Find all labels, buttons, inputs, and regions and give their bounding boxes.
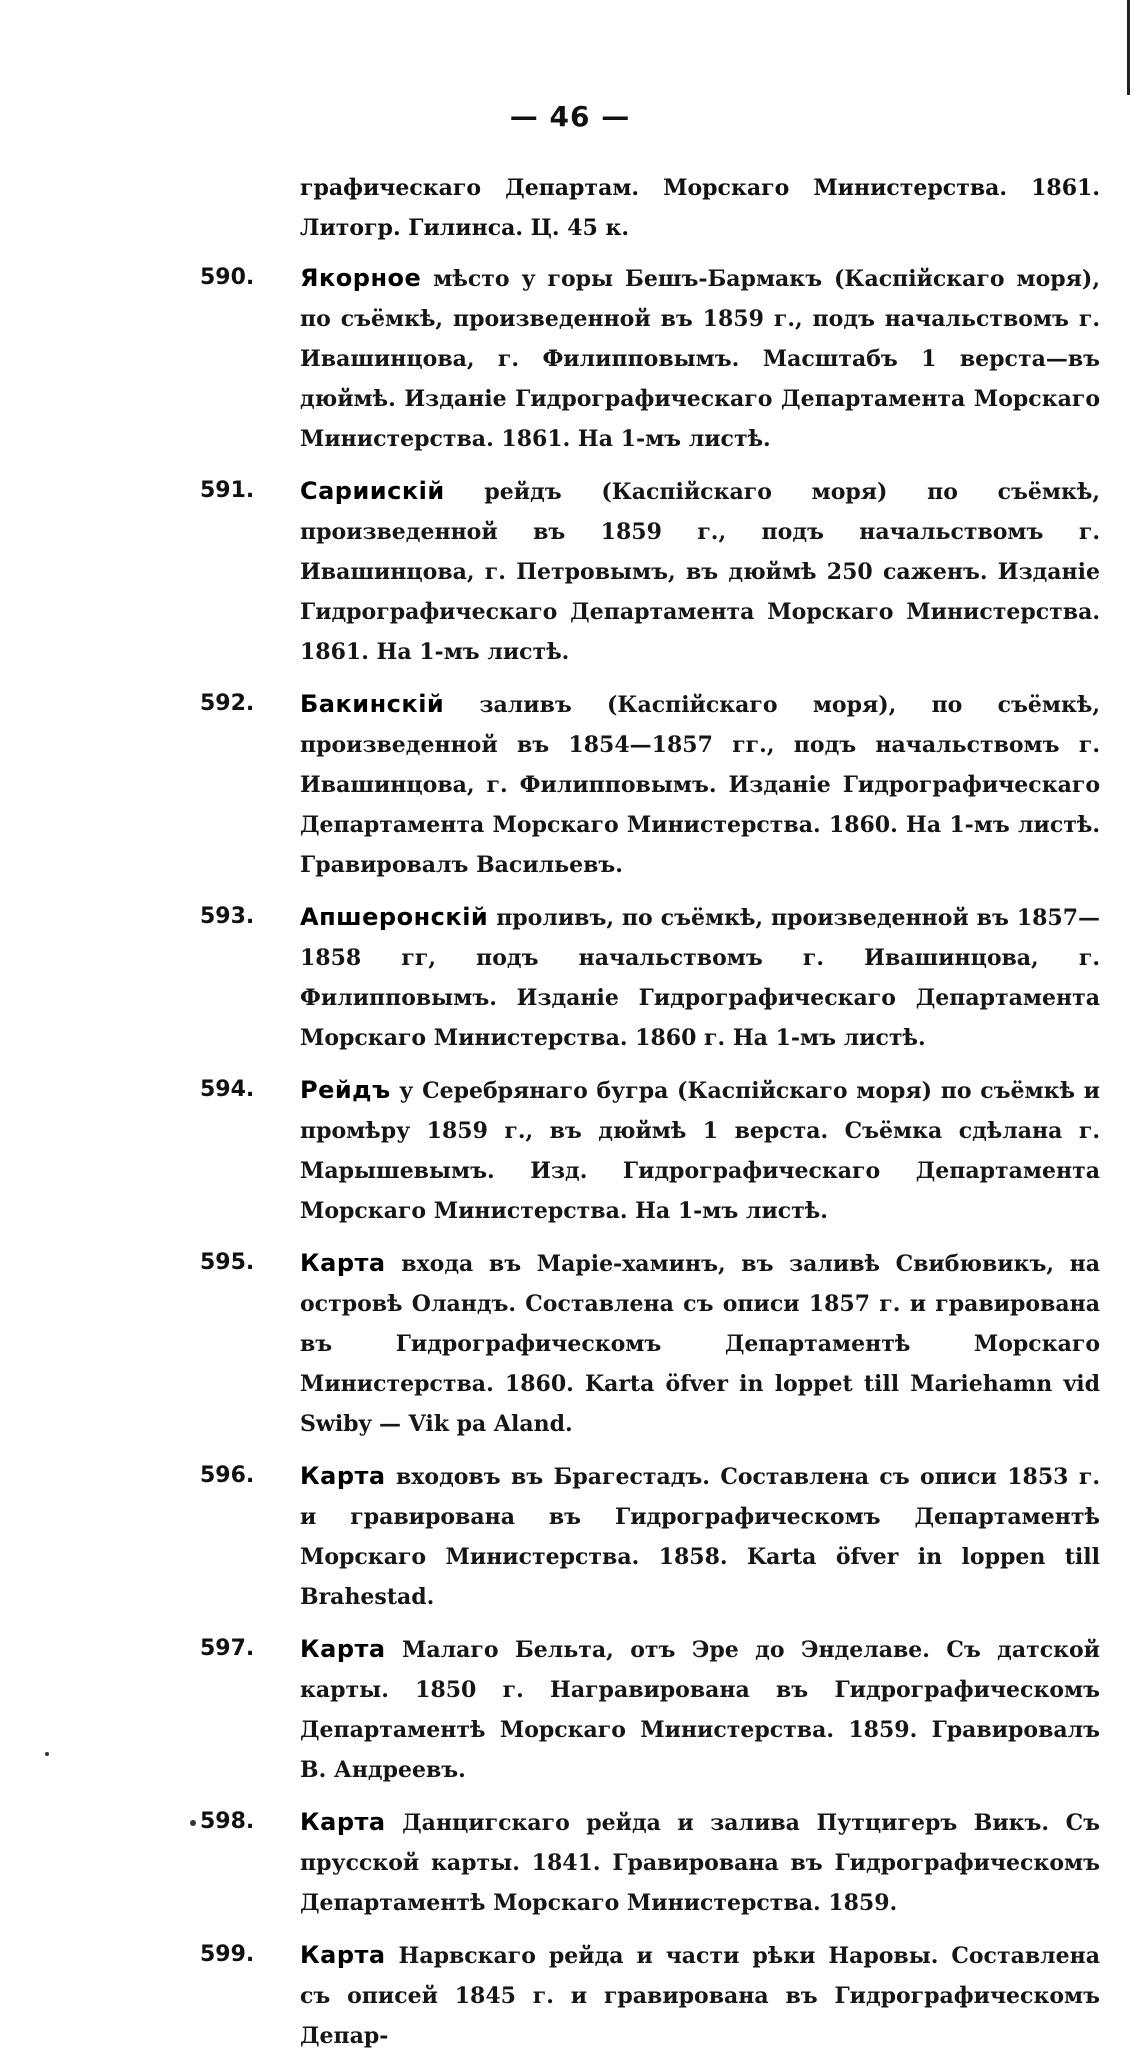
catalog-entry-597 xyxy=(200,1629,1100,1790)
page-number: — 46 — xyxy=(509,100,631,133)
entry-body xyxy=(300,258,1100,459)
catalog-entry-593 xyxy=(200,897,1100,1058)
catalog-entry-599 xyxy=(200,1935,1100,2056)
catalog-entry-591 xyxy=(200,471,1100,672)
entry-number: 596. xyxy=(200,1463,255,1488)
entry-headword: Апшеронскій xyxy=(300,903,489,931)
entry-description: проливъ, по съёмкѣ, произведенной въ 1857—1858 гг, подъ начальствомъ г. Ивашинцова, г. Филипповымъ. Изданіе Гидрографическаго Департамента Морскаго Министерства. 1860 г. На 1-мъ листѣ. xyxy=(300,905,1100,1051)
catalog-text xyxy=(200,168,1100,2068)
entry-number: 592. xyxy=(200,691,255,716)
entry-body xyxy=(300,897,1100,1058)
entry-description: входа въ Маріе-хаминъ, въ заливѣ Свибювикъ, на островѣ Оландъ. Составлена съ описи 1857 г. и гравирована въ Гидрографическомъ Департаментѣ Морскаго Министерства. 1860. Karta öfver in loppet till Mariehamn vid Swiby — Vik pa Aland. xyxy=(300,1251,1100,1437)
entry-headword: Карта xyxy=(300,1635,386,1663)
entry-number: 591. xyxy=(200,478,255,503)
entry-number: 595. xyxy=(200,1250,255,1275)
entry-headword: Якорное xyxy=(300,264,422,292)
entry-headword: Карта xyxy=(300,1249,386,1277)
entry-description: Данцигскаго рейда и залива Путцигеръ Викъ. Съ прусской карты. 1841. Гравирована въ Гидрографическомъ Департаментѣ Морскаго Министерства. 1859. xyxy=(300,1810,1100,1916)
entry-description: Малаго Бельта, отъ Эре до Энделаве. Съ датской карты. 1850 г. Награвирована въ Гидрографическомъ Департаментѣ Морскаго Министерства. 1859. Гравировалъ В. Андреевъ. xyxy=(300,1637,1100,1783)
entry-description: входовъ въ Брагестадъ. Составлена съ описи 1853 г. и гравирована въ Гидрографическомъ Департаментѣ Морскаго Министерства. 1858. Karta öfver in loppen till Brahestad. xyxy=(300,1464,1100,1610)
entry-description: мѣсто у горы Бешъ-Бармакъ (Каспійскаго моря), по съёмкѣ, произведенной въ 1859 г., подъ начальствомъ г. Ивашинцова, г. Филипповымъ. Масштабъ 1 верста—въ дюймѣ. Изданіе Гидрографическаго Департамента Морскаго Министерства. 1861. На 1-мъ листѣ. xyxy=(300,266,1100,452)
entry-number: 593. xyxy=(200,904,255,929)
entry-headword: Рейдъ xyxy=(300,1076,391,1104)
catalog-entry-592 xyxy=(200,684,1100,885)
entry-description: заливъ (Каспійскаго моря), по съёмкѣ, произведенной въ 1854—1857 гг., подъ начальствомъ г. Ивашинцова, г. Филипповымъ. Изданіе Гидрографическаго Департамента Морскаго Министерства. 1860. На 1-мъ листѣ. Гравировалъ Васильевъ. xyxy=(300,692,1100,878)
catalog-entry-598 xyxy=(200,1802,1100,1923)
entry-description: у Серебрянаго бугра (Каспійскаго моря) по съёмкѣ и промѣру 1859 г., въ дюймѣ 1 верста. Съёмка сдѣлана г. Марышевымъ. Изд. Гидрографическаго Департамента Морскаго Министерства. На 1-мъ листѣ. xyxy=(300,1078,1100,1224)
entry-body xyxy=(300,1935,1100,2056)
entry-headword: Карта xyxy=(300,1941,386,1969)
print-speck xyxy=(190,1820,196,1826)
entry-description: рейдъ (Каспійскаго моря) по съёмкѣ, произведенной въ 1859 г., подъ начальствомъ г. Ивашинцова, г. Петровымъ, въ дюймѣ 250 саженъ. Изданіе Гидрографическаго Департамента Морскаго Министерства. 1861. На 1-мъ листѣ. xyxy=(300,479,1100,665)
catalog-entry-595 xyxy=(200,1243,1100,1444)
page-edge-line xyxy=(1127,0,1130,95)
entry-headword: Карта xyxy=(300,1808,386,1836)
entry-body xyxy=(300,1243,1100,1444)
entry-body xyxy=(300,684,1100,885)
entry-body xyxy=(300,471,1100,672)
catalog-entry-596 xyxy=(200,1456,1100,1617)
catalog-entry-594 xyxy=(200,1070,1100,1231)
entry-number: 598. xyxy=(200,1809,255,1834)
catalog-entry-590 xyxy=(200,258,1100,459)
entry-number: 597. xyxy=(200,1636,255,1661)
entry-body xyxy=(300,1456,1100,1617)
entry-headword: Бакинскій xyxy=(300,690,445,718)
print-speck xyxy=(45,1752,49,1756)
entry-number: 599. xyxy=(200,1942,255,1967)
entry-number: 594. xyxy=(200,1077,255,1102)
entry-headword: Карта xyxy=(300,1462,386,1490)
entry-description: Нарвскаго рейда и части рѣки Наровы. Составлена съ описей 1845 г. и гравирована въ Гидрографическомъ Депар- xyxy=(300,1943,1100,2049)
entry-headword: Сариискій xyxy=(300,477,445,505)
entry-body xyxy=(300,1629,1100,1790)
entry-body xyxy=(300,1802,1100,1923)
entry-number: 590. xyxy=(200,265,255,290)
continuation-text: графическаго Департам. Морскаго Министерства. 1861. Литогр. Гилинса. Ц. 45 к. xyxy=(300,175,1100,241)
entry-body xyxy=(300,1070,1100,1231)
